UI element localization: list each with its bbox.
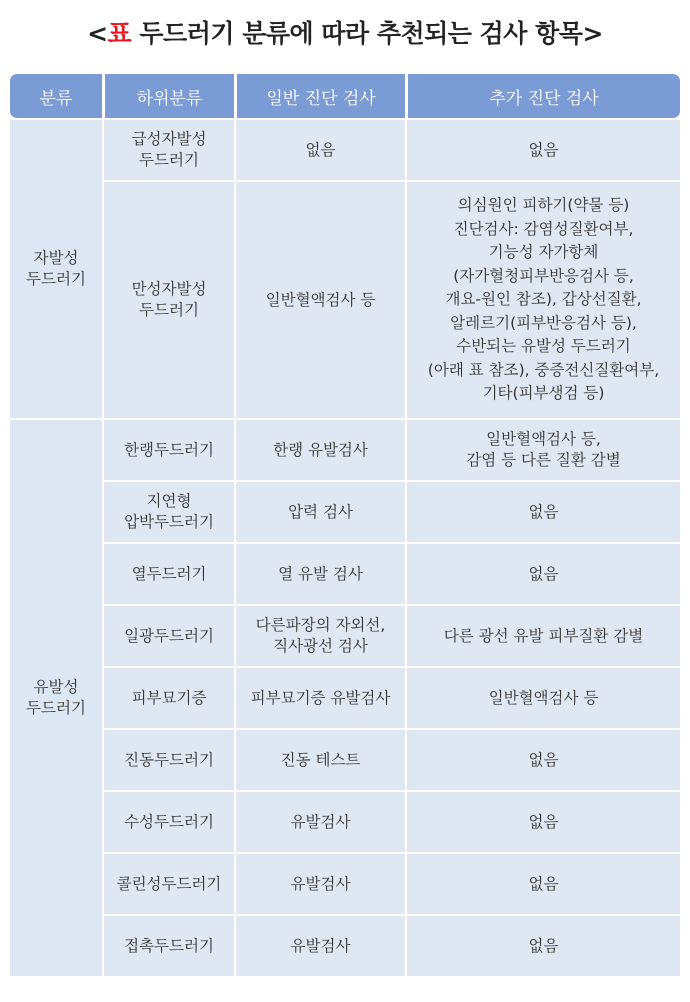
subcategory-cell: 접촉두드러기 <box>102 914 234 976</box>
extra-test-cell: 없음 <box>405 118 680 180</box>
subcategory-cell: 한랭두드러기 <box>102 418 234 480</box>
extra-test-cell: 없음 <box>405 480 680 542</box>
extra-test-cell: 없음 <box>405 790 680 852</box>
header-extra-test: 추가 진단 검사 <box>405 74 680 118</box>
subcategory-cell: 수성두드러기 <box>102 790 234 852</box>
table-row <box>10 666 680 728</box>
basic-test-cell: 유발검사 <box>234 914 405 976</box>
subcategory-cell: 일광두드러기 <box>102 604 234 666</box>
extra-test-cell: 일반혈액검사 등 <box>405 666 680 728</box>
table-row <box>10 542 680 604</box>
subcategory-cell: 진동두드러기 <box>102 728 234 790</box>
basic-test-cell: 한랭 유발검사 <box>234 418 405 480</box>
subcategory-cell: 피부묘기증 <box>102 666 234 728</box>
header-subcategory: 하위분류 <box>102 74 234 118</box>
title-open-bracket: < <box>87 19 108 48</box>
basic-test-cell: 압력 검사 <box>234 480 405 542</box>
exam-table <box>10 74 680 976</box>
table-row <box>10 790 680 852</box>
table-row <box>10 604 680 666</box>
page-title <box>0 14 690 50</box>
table-row <box>10 914 680 976</box>
basic-test-cell: 다른파장의 자외선, 직사광선 검사 <box>234 604 405 666</box>
basic-test-cell: 유발검사 <box>234 852 405 914</box>
extra-test-cell: 없음 <box>405 852 680 914</box>
basic-test-cell: 유발검사 <box>234 790 405 852</box>
extra-test-cell: 없음 <box>405 542 680 604</box>
extra-test-cell: 의심원인 피하기(약물 등) 진단검사: 감염성질환여부, 기능성 자가항체 (자가혈청피부반응검사 등, 개요-원인 참조), 갑상선질환, 알레르기(피부반응검사 등), 수반되는 유발성 두드러기 (아래 표 참조), 중증전신질환여부, 기타(피부생검 등) <box>405 180 680 418</box>
subcategory-cell: 지연형 압박두드러기 <box>102 480 234 542</box>
basic-test-cell: 진동 테스트 <box>234 728 405 790</box>
table-header <box>10 74 680 118</box>
subcategory-cell: 만성자발성 두드러기 <box>102 180 234 418</box>
table-row <box>10 180 680 418</box>
table-body <box>10 118 680 976</box>
header-category: 분류 <box>10 74 102 118</box>
category-cell: 자발성 두드러기 <box>10 118 102 418</box>
basic-test-cell: 피부묘기증 유발검사 <box>234 666 405 728</box>
basic-test-cell: 열 유발 검사 <box>234 542 405 604</box>
title-text: 두드러기 분류에 따라 추천되는 검사 항목 <box>131 19 583 48</box>
table-row <box>10 728 680 790</box>
subcategory-cell: 급성자발성 두드러기 <box>102 118 234 180</box>
category-cell: 유발성 두드러기 <box>10 418 102 976</box>
table-row <box>10 480 680 542</box>
extra-test-cell: 없음 <box>405 914 680 976</box>
subcategory-cell: 콜린성두드러기 <box>102 852 234 914</box>
title-close-bracket: > <box>582 19 603 48</box>
subcategory-cell: 열두드러기 <box>102 542 234 604</box>
header-basic-test: 일반 진단 검사 <box>234 74 405 118</box>
table-row <box>10 418 680 480</box>
table-row <box>10 118 680 180</box>
basic-test-cell: 없음 <box>234 118 405 180</box>
basic-test-cell: 일반혈액검사 등 <box>234 180 405 418</box>
table-row <box>10 852 680 914</box>
extra-test-cell: 없음 <box>405 728 680 790</box>
extra-test-cell: 일반혈액검사 등, 감염 등 다른 질환 감별 <box>405 418 680 480</box>
extra-test-cell: 다른 광선 유발 피부질환 감별 <box>405 604 680 666</box>
title-tag: 표 <box>107 19 132 48</box>
